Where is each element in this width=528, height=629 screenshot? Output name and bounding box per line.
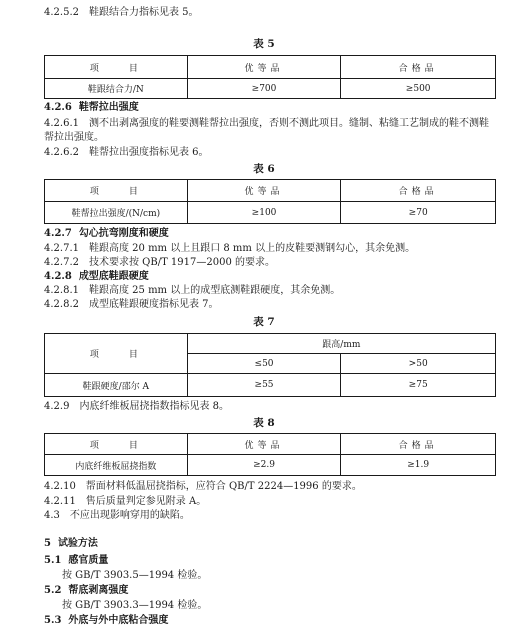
table-8-cell-excellent: ≥2.9: [187, 455, 341, 476]
table-7-caption: 表 7: [253, 316, 275, 328]
heading-5-3-number: 5.3: [44, 615, 62, 626]
heading-5-3: [44, 614, 168, 627]
clause-4-2-5-2: 4.2.5.2 鞋跟结合力指标见表 5。: [44, 7, 199, 18]
table-7-cell-item: 鞋跟硬度/邵尔 A: [45, 374, 188, 397]
table-8-header-item: 项 目: [45, 434, 188, 455]
heading-5-1-title: 感官质量: [68, 555, 109, 566]
table-7-header-item: 项 目: [45, 334, 188, 374]
table-8-cell-qualified: ≥1.9: [341, 455, 496, 476]
clause-4-2-8-1: 4.2.8.1 鞋跟高度 25 mm 以上的成型底测鞋跟硬度，其余免测。: [44, 285, 341, 296]
table-6-cell-excellent: ≥100: [187, 202, 341, 224]
heading-4-2-8: [44, 270, 149, 283]
clause-4-2-9: 4.2.9 内底纤维板屈挠指数指标见表 8。: [44, 401, 229, 412]
clause-4-3: 4.3 不应出现影响穿用的缺陷。: [44, 510, 190, 521]
table-6-caption: 表 6: [253, 163, 275, 175]
table-6: [44, 179, 496, 224]
table-8-header-qualified: 合格品: [341, 434, 496, 455]
clause-4-2-11: 4.2.11 售后质量判定参见附录 A。: [44, 496, 207, 507]
clause-4-2-10: 4.2.10 帮面材料低温屈挠指标，应符合 QB/T 2224—1996 的要求。: [44, 481, 362, 492]
heading-4-2-7-number: 4.2.7: [44, 228, 72, 239]
heading-4-2-8-number: 4.2.8: [44, 271, 72, 282]
table-6-header-item: 项 目: [45, 180, 188, 202]
heading-4-2-7-title: 勾心抗弯刚度和硬度: [78, 228, 169, 239]
table-5-cell-excellent: ≥700: [187, 79, 341, 99]
clause-5-2-body: 按 GB/T 3903.3—1994 检验。: [62, 600, 208, 611]
heading-5-number: 5: [44, 538, 51, 549]
table-6-header-excellent: 优等品: [187, 180, 341, 202]
table-7-subheader-le-50: ≤50: [187, 354, 341, 374]
heading-4-2-7: [44, 227, 169, 240]
clause-4-2-8-2: 4.2.8.2 成型底鞋跟硬度指标见表 7。: [44, 299, 219, 310]
table-5-header-qualified: 合格品: [341, 56, 496, 79]
clause-4-2-7-2: 4.2.7.2 技术要求按 QB/T 1917—2000 的要求。: [44, 257, 276, 268]
heading-5-3-title: 外底与外中底粘合强度: [68, 615, 169, 626]
table-5-cell-qualified: ≥500: [341, 79, 496, 99]
table-7-header-heel-height: 跟高/mm: [187, 334, 495, 354]
table-5-header-excellent: 优等品: [187, 56, 341, 79]
heading-5-1: [44, 554, 108, 567]
table-8: [44, 433, 496, 476]
heading-5-2-title: 帮底剥离强度: [68, 585, 129, 596]
table-5-caption: 表 5: [253, 38, 275, 50]
clause-4-2-6-1-line-2: 帮拉出强度。: [44, 132, 104, 143]
heading-5-2: [44, 584, 128, 597]
table-5-cell-item: 鞋跟结合力/N: [45, 79, 188, 99]
heading-5-2-number: 5.2: [44, 585, 62, 596]
table-6-cell-item: 鞋帮拉出强度/(N/cm): [45, 202, 188, 224]
heading-5-1-number: 5.1: [44, 555, 62, 566]
clause-4-2-6-2: 4.2.6.2 鞋帮拉出强度指标见表 6。: [44, 147, 209, 158]
table-8-cell-item: 内底纤维板屈挠指数: [45, 455, 188, 476]
table-7: [44, 333, 496, 397]
heading-4-2-6: [44, 101, 139, 114]
heading-4-2-6-title: 鞋帮拉出强度: [78, 102, 139, 113]
clause-4-2-7-1: 4.2.7.1 鞋跟高度 20 mm 以上且跟口 8 mm 以上的皮鞋要测钢勾心，其余免测。: [44, 243, 416, 254]
clause-5-1-body: 按 GB/T 3903.5—1994 检验。: [62, 570, 208, 581]
table-7-subheader-gt-50: >50: [341, 354, 496, 374]
table-6-cell-qualified: ≥70: [341, 202, 496, 224]
table-8-caption: 表 8: [253, 417, 275, 429]
table-5: [44, 55, 496, 99]
heading-4-2-8-title: 成型底鞋跟硬度: [78, 271, 149, 282]
table-7-cell-gt-50: ≥75: [341, 374, 496, 397]
heading-5-title: 试验方法: [57, 538, 98, 549]
table-7-cell-le-50: ≥55: [187, 374, 341, 397]
table-5-header-item: 项 目: [45, 56, 188, 79]
heading-4-2-6-number: 4.2.6: [44, 102, 72, 113]
clause-4-2-6-1-line-1: 4.2.6.1 测不出剥离强度的鞋要测鞋帮拉出强度，否则不测此项目。缝制、粘缝工艺制成的鞋不测鞋: [44, 118, 489, 129]
table-8-header-excellent: 优等品: [187, 434, 341, 455]
table-6-header-qualified: 合格品: [341, 180, 496, 202]
heading-5: [44, 537, 98, 550]
